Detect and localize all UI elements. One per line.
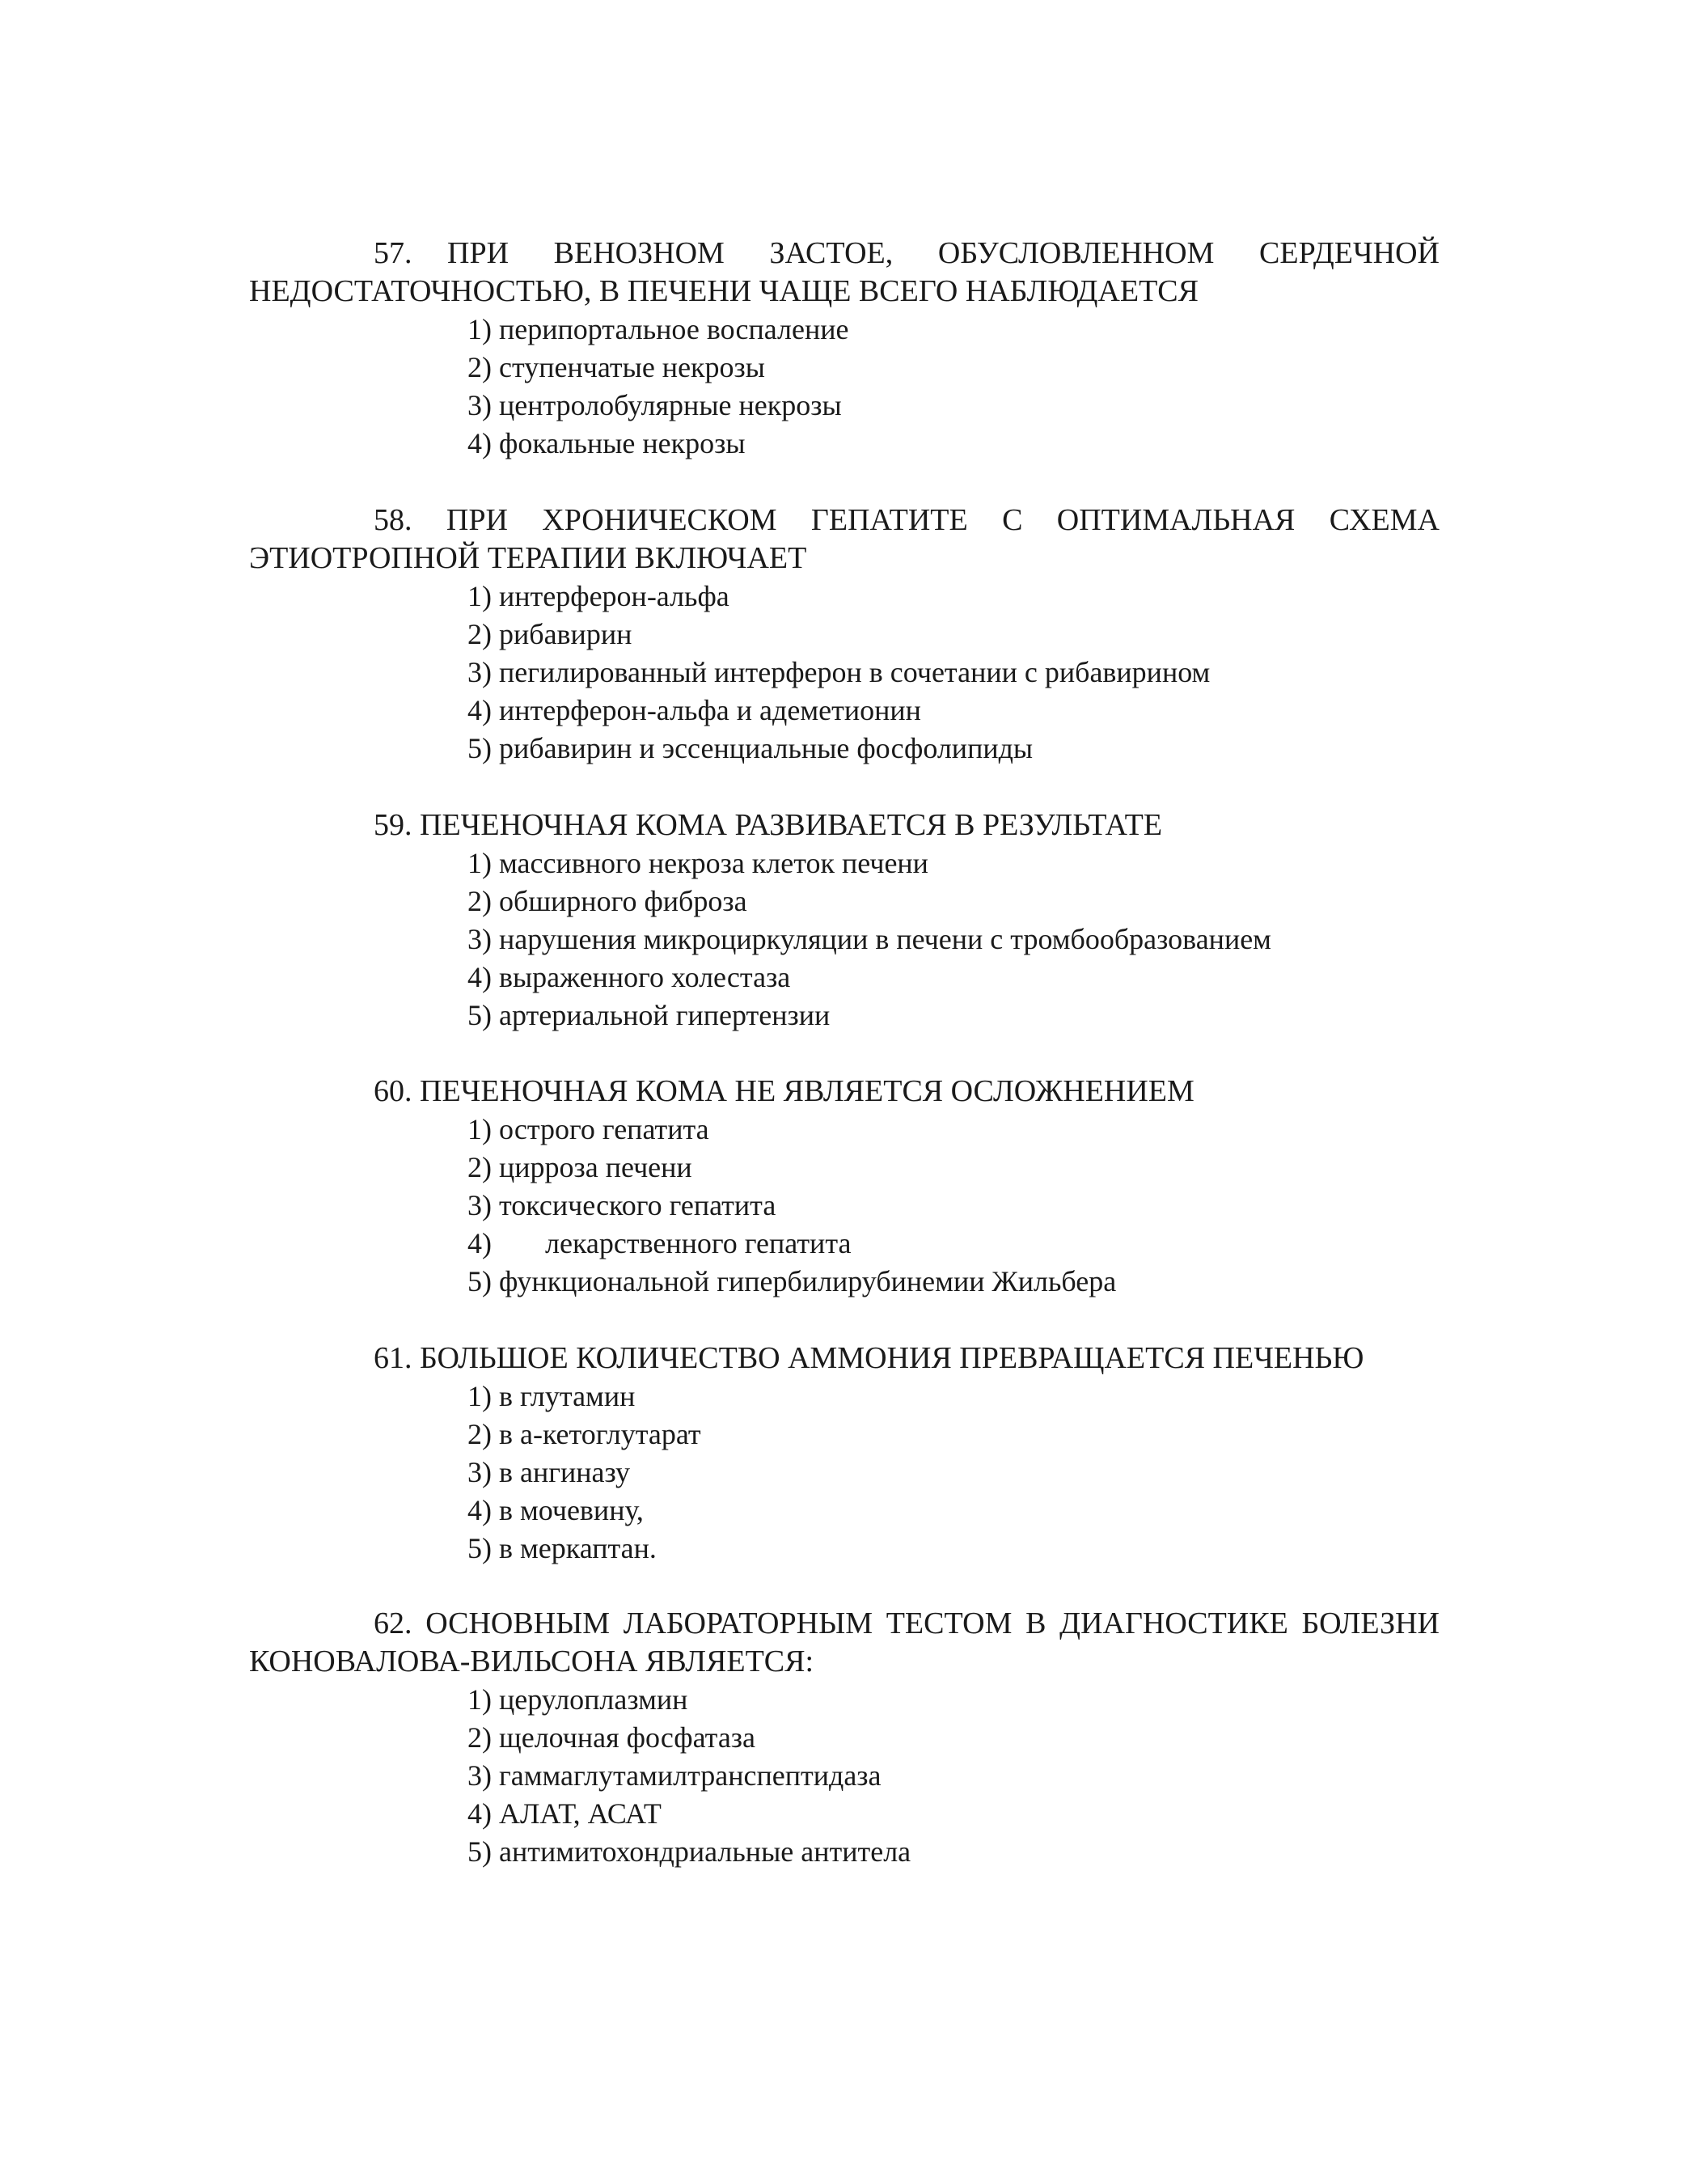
option-number: 4) — [467, 1227, 492, 1259]
answer-option — [467, 1454, 1440, 1492]
question-61 — [249, 1340, 1440, 1568]
answer-option — [467, 1225, 1440, 1263]
option-text: лекарственного гепатита — [545, 1227, 852, 1259]
option-text: центролобулярные некрозы — [499, 389, 842, 421]
option-number: 5) — [467, 1835, 492, 1868]
answer-option — [467, 1757, 1440, 1795]
option-text: интерферон-альфа и адеметионин — [499, 694, 921, 726]
option-number: 4) — [467, 1797, 492, 1830]
answer-option — [467, 1111, 1440, 1149]
answer-option — [467, 1187, 1440, 1225]
answer-option — [467, 1378, 1440, 1416]
option-number: 4) — [467, 961, 492, 993]
option-text: перипортальное воспаление — [499, 313, 849, 345]
answer-option — [467, 311, 1440, 349]
answer-options — [249, 311, 1440, 463]
option-number: 3) — [467, 389, 492, 421]
option-number: 2) — [467, 351, 492, 383]
question-text: ПЕЧЕНОЧНАЯ КОМА РАЗВИВАЕТСЯ В РЕЗУЛЬТАТЕ — [420, 808, 1163, 842]
answer-option — [467, 1719, 1440, 1757]
question-58 — [249, 502, 1440, 768]
option-number: 5) — [467, 1532, 492, 1564]
answer-option — [467, 654, 1440, 692]
option-text: рибавирин — [499, 618, 632, 650]
answer-options — [249, 1681, 1440, 1871]
answer-option — [467, 349, 1440, 387]
option-text: нарушения микроциркуляции в печени с тромбообразованием — [499, 923, 1271, 955]
option-text: пегилированный интерферон в сочетании с рибавирином — [499, 656, 1211, 688]
answer-option — [467, 616, 1440, 654]
question-number: 58. — [374, 503, 412, 537]
question-stem — [249, 806, 1440, 844]
option-number: 2) — [467, 618, 492, 650]
option-text: в мочевину, — [499, 1494, 644, 1526]
answer-option — [467, 425, 1440, 463]
answer-options — [249, 578, 1440, 768]
option-number: 1) — [467, 1683, 492, 1716]
question-62 — [249, 1605, 1440, 1871]
answer-option — [467, 387, 1440, 425]
answer-options — [249, 1378, 1440, 1568]
answer-option — [467, 882, 1440, 921]
answer-option — [467, 1833, 1440, 1871]
option-number: 3) — [467, 923, 492, 955]
option-text: токсического гепатита — [499, 1189, 776, 1221]
question-number: 60. — [374, 1074, 412, 1108]
option-text: в ангиназу — [499, 1456, 630, 1488]
answer-option — [467, 1681, 1440, 1719]
option-text: гаммаглутамилтранспептидаза — [499, 1759, 882, 1792]
option-number: 1) — [467, 1113, 492, 1145]
option-text: в глутамин — [499, 1380, 636, 1412]
answer-option — [467, 1530, 1440, 1568]
option-number: 4) — [467, 427, 492, 459]
option-number: 3) — [467, 656, 492, 688]
option-number: 2) — [467, 1418, 492, 1450]
question-stem — [249, 502, 1440, 578]
question-stem — [249, 1073, 1440, 1111]
option-text: артериальной гипертензии — [499, 999, 831, 1031]
option-text: функциональной гипербилирубинемии Жильбера — [499, 1265, 1117, 1297]
option-text: рибавирин и эссенциальные фосфолипиды — [499, 732, 1034, 764]
question-text: БОЛЬШОЕ КОЛИЧЕСТВО АММОНИЯ ПРЕВРАЩАЕТСЯ ПЕЧЕНЬЮ — [420, 1341, 1364, 1375]
answer-option — [467, 921, 1440, 959]
answer-option — [467, 844, 1440, 882]
option-number: 1) — [467, 847, 492, 879]
option-text: щелочная фосфатаза — [499, 1721, 756, 1754]
option-number: 3) — [467, 1189, 492, 1221]
option-number: 4) — [467, 1494, 492, 1526]
answer-option — [467, 1795, 1440, 1833]
question-57 — [249, 235, 1440, 463]
option-text: обширного фиброза — [499, 885, 747, 917]
answer-options — [249, 844, 1440, 1035]
option-text: в а-кетоглутарат — [499, 1418, 701, 1450]
option-number: 1) — [467, 580, 492, 612]
question-text: ПРИ ВЕНОЗНОМ ЗАСТОЕ, ОБУСЛОВЛЕННОМ СЕРДЕЧНОЙ НЕДОСТАТОЧНОСТЬЮ, В ПЕЧЕНИ ЧАЩЕ ВСЕГО НАБЛЮДАЕТСЯ — [249, 236, 1440, 308]
answer-option — [467, 1416, 1440, 1454]
option-text: фокальные некрозы — [499, 427, 746, 459]
question-text: ПЕЧЕНОЧНАЯ КОМА НЕ ЯВЛЯЕТСЯ ОСЛОЖНЕНИЕМ — [420, 1074, 1194, 1108]
question-60 — [249, 1073, 1440, 1301]
option-number: 4) — [467, 694, 492, 726]
answer-option — [467, 578, 1440, 616]
option-number: 5) — [467, 999, 492, 1031]
option-text: в меркаптан. — [499, 1532, 657, 1564]
answer-option — [467, 730, 1440, 768]
question-number: 59. — [374, 808, 412, 842]
option-number: 5) — [467, 732, 492, 764]
question-stem — [249, 235, 1440, 311]
answer-options — [249, 1111, 1440, 1301]
option-text: церулоплазмин — [499, 1683, 688, 1716]
answer-option — [467, 997, 1440, 1035]
option-number: 2) — [467, 885, 492, 917]
answer-option — [467, 959, 1440, 997]
option-text: ступенчатые некрозы — [499, 351, 765, 383]
question-text: ОСНОВНЫМ ЛАБОРАТОРНЫМ ТЕСТОМ В ДИАГНОСТИКЕ БОЛЕЗНИ КОНОВАЛОВА-ВИЛЬСОНА ЯВЛЯЕТСЯ: — [249, 1606, 1440, 1678]
option-number: 3) — [467, 1759, 492, 1792]
question-59 — [249, 806, 1440, 1035]
option-text: острого гепатита — [499, 1113, 709, 1145]
option-text: цирроза печени — [499, 1151, 692, 1183]
option-text: АЛАТ, АСАТ — [499, 1797, 662, 1830]
option-number: 1) — [467, 1380, 492, 1412]
answer-option — [467, 1492, 1440, 1530]
answer-option — [467, 692, 1440, 730]
question-stem — [249, 1605, 1440, 1681]
option-number: 5) — [467, 1265, 492, 1297]
option-number: 2) — [467, 1151, 492, 1183]
option-text: массивного некроза клеток печени — [499, 847, 928, 879]
question-number: 57. — [374, 236, 412, 270]
option-text: антимитохондриальные антитела — [499, 1835, 911, 1868]
answer-option — [467, 1263, 1440, 1301]
answer-option — [467, 1149, 1440, 1187]
option-text: выраженного холестаза — [499, 961, 791, 993]
option-text: интерферон-альфа — [499, 580, 729, 612]
question-text: ПРИ ХРОНИЧЕСКОМ ГЕПАТИТЕ С ОПТИМАЛЬНАЯ СХЕМА ЭТИОТРОПНОЙ ТЕРАПИИ ВКЛЮЧАЕТ — [249, 503, 1440, 575]
option-number: 1) — [467, 313, 492, 345]
option-number: 2) — [467, 1721, 492, 1754]
option-number: 3) — [467, 1456, 492, 1488]
question-stem — [249, 1340, 1440, 1378]
question-number: 62. — [374, 1606, 412, 1640]
question-number: 61. — [374, 1341, 412, 1375]
